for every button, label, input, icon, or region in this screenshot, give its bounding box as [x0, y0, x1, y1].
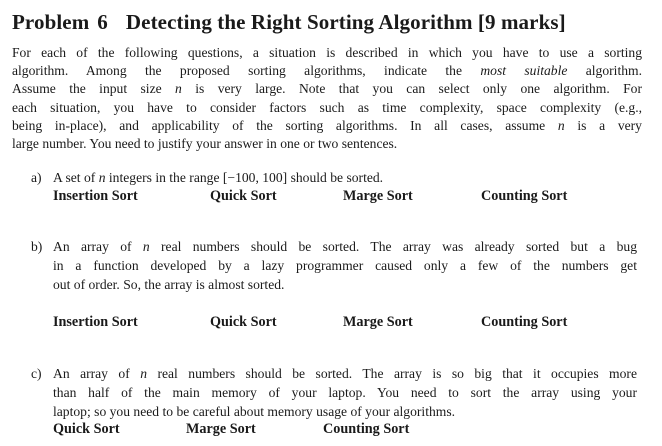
question-text-line: in a function developed by a lazy programmer caused only a few of the numbers get [53, 258, 637, 273]
intro-line: being in-place), and applicability of the sorting algorithms. In all cases, assume n is a very [12, 117, 642, 133]
option-marge-sort[interactable]: Marge Sort [343, 188, 413, 204]
intro-line: Assume the input size n is very large. Note that you can select only one algorithm. For [12, 81, 642, 97]
problem-label: Problem [12, 10, 90, 34]
option-quick-sort[interactable]: Quick Sort [53, 421, 120, 437]
option-counting-sort[interactable]: Counting Sort [481, 188, 568, 204]
option-marge-sort[interactable]: Marge Sort [343, 314, 413, 330]
problem-number: 6 [97, 10, 108, 34]
option-counting-sort[interactable]: Counting Sort [323, 421, 410, 437]
intro-line: algorithm. Among the proposed sorting algorithms, indicate the most suitable algorithm. [12, 63, 642, 79]
intro-paragraph [12, 44, 642, 153]
question-text-line: than half of the main memory of your laptop. You need to sort the array using your [53, 385, 637, 400]
option-insertion-sort[interactable]: Insertion Sort [53, 314, 138, 330]
intro-line: large number. You need to justify your answer in one or two sentences. [12, 136, 398, 152]
option-counting-sort[interactable]: Counting Sort [481, 314, 568, 330]
question-text-line: An array of n real numbers should be sorted. The array was already sorted but a bug [53, 239, 637, 254]
intro-line: each situation, you have to consider factors such as time complexity, space complexity (e.g., [12, 99, 642, 115]
question-text-line: out of order. So, the array is almost sorted. [53, 277, 285, 292]
intro-line: For each of the following questions, a situation is described in which you have to use a sorting [12, 45, 642, 60]
option-quick-sort[interactable]: Quick Sort [210, 314, 277, 330]
option-insertion-sort[interactable]: Insertion Sort [53, 188, 138, 204]
question-text-line: A set of n integers in the range [−100, 100] should be sorted. [53, 170, 384, 185]
question-label: a) [31, 170, 42, 185]
question-text-line: An array of n real numbers should be sorted. The array is so big that it occupies more [53, 366, 637, 381]
option-marge-sort[interactable]: Marge Sort [186, 421, 256, 437]
question-text-line: laptop; so you need to be careful about memory usage of your algorithms. [53, 404, 456, 419]
question-label: b) [31, 239, 43, 254]
option-quick-sort[interactable]: Quick Sort [210, 188, 277, 204]
question-label: c) [31, 366, 42, 381]
problem-title [12, 10, 566, 35]
problem-heading: Detecting the Right Sorting Algorithm [9 marks] [125, 10, 566, 34]
